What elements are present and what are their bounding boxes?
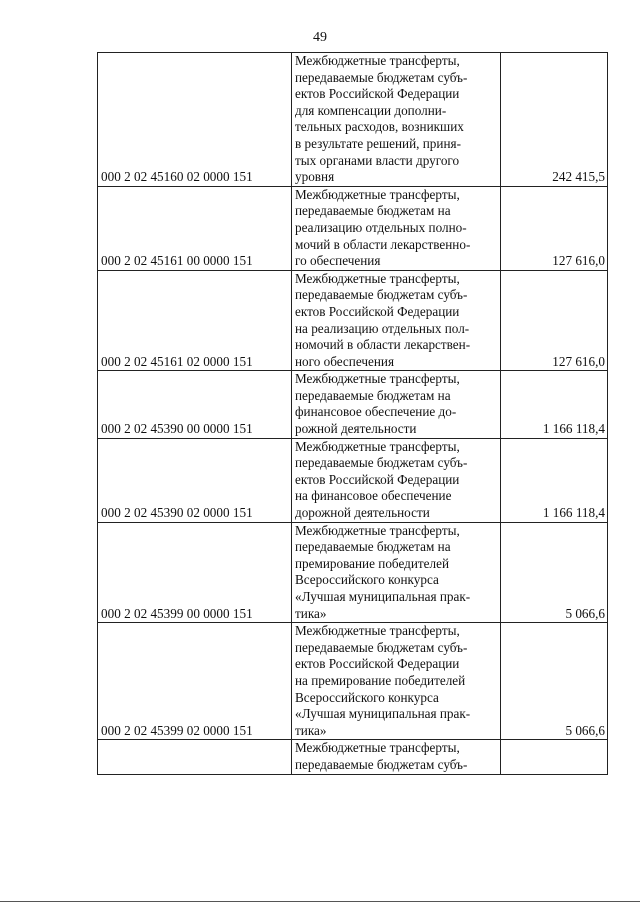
amount-cell: 5 066,6 xyxy=(501,522,608,623)
description-line: Межбюджетные трансферты, xyxy=(295,371,460,387)
amount-cell: 242 415,5 xyxy=(501,53,608,187)
description-line: для компенсации дополни- xyxy=(295,102,447,118)
budget-table-body xyxy=(98,53,608,775)
description-line: в результате решений, приня- xyxy=(295,135,461,151)
amount-cell: 127 616,0 xyxy=(501,270,608,371)
description-line: передаваемые бюджетам на xyxy=(295,387,451,403)
description-line: на премирование победителей xyxy=(295,672,466,688)
description-line: премирование победителей xyxy=(295,555,450,571)
description-line: тых органами власти другого xyxy=(295,152,460,168)
budget-code-cell: 000 2 02 45161 00 0000 151 xyxy=(98,186,292,270)
page-bottom-rule xyxy=(0,901,640,902)
table-row xyxy=(98,740,608,774)
budget-code-cell: 000 2 02 45160 02 0000 151 xyxy=(98,53,292,187)
description-line: Межбюджетные трансферты, xyxy=(295,53,460,68)
description-line: ного обеспечения xyxy=(295,353,395,369)
budget-code-cell: 000 2 02 45390 00 0000 151 xyxy=(98,371,292,438)
description-line: передаваемые бюджетам субъ- xyxy=(295,287,468,303)
description-line: тика» xyxy=(295,605,327,621)
description-line: передаваемые бюджетам на xyxy=(295,203,451,219)
description-line: го обеспечения xyxy=(295,253,381,269)
description-line: Всероссийского конкурса xyxy=(295,572,439,588)
description-cell xyxy=(292,438,501,522)
amount-cell xyxy=(501,740,608,774)
description-line: на финансовое обеспечение xyxy=(295,488,452,504)
description-cell xyxy=(292,53,501,187)
description-line: тика» xyxy=(295,722,327,738)
amount-cell: 1 166 118,4 xyxy=(501,371,608,438)
description-cell xyxy=(292,740,501,774)
description-line: Межбюджетные трансферты, xyxy=(295,522,460,538)
description-line: дорожной деятельности xyxy=(295,505,430,521)
budget-code-cell xyxy=(98,740,292,774)
page-number: 49 xyxy=(313,30,327,45)
description-cell xyxy=(292,186,501,270)
table-row xyxy=(98,438,608,522)
amount-cell: 5 066,6 xyxy=(501,623,608,740)
description-cell xyxy=(292,270,501,371)
table-row xyxy=(98,522,608,623)
description-cell xyxy=(292,623,501,740)
description-line: на реализацию отдельных пол- xyxy=(295,320,470,336)
description-line: передаваемые бюджетам на xyxy=(295,539,451,555)
description-line: мочий в области лекарственно- xyxy=(295,236,471,252)
description-line: Межбюджетные трансферты, xyxy=(295,623,460,639)
budget-code-cell: 000 2 02 45399 02 0000 151 xyxy=(98,623,292,740)
description-line: передаваемые бюджетам субъ- xyxy=(295,756,468,772)
budget-code-cell: 000 2 02 45161 02 0000 151 xyxy=(98,270,292,371)
description-line: «Лучшая муниципальная прак- xyxy=(295,706,471,722)
description-line: Всероссийского конкурса xyxy=(295,689,439,705)
description-line: Межбюджетные трансферты, xyxy=(295,186,460,202)
description-cell xyxy=(292,371,501,438)
amount-cell: 127 616,0 xyxy=(501,186,608,270)
description-line: ектов Российской Федерации xyxy=(295,471,460,487)
amount-cell: 1 166 118,4 xyxy=(501,438,608,522)
description-line: Межбюджетные трансферты, xyxy=(295,270,460,286)
description-line: Межбюджетные трансферты, xyxy=(295,438,460,454)
description-line: передаваемые бюджетам субъ- xyxy=(295,69,468,85)
description-line: ектов Российской Федерации xyxy=(295,656,460,672)
table-row xyxy=(98,623,608,740)
description-line: ектов Российской Федерации xyxy=(295,303,460,319)
description-cell xyxy=(292,522,501,623)
budget-code-cell: 000 2 02 45399 00 0000 151 xyxy=(98,522,292,623)
description-line: «Лучшая муниципальная прак- xyxy=(295,589,471,604)
table-row xyxy=(98,371,608,438)
table-row xyxy=(98,186,608,270)
description-line: уровня xyxy=(295,169,335,185)
budget-table xyxy=(97,52,608,775)
description-line: рожной деятельности xyxy=(295,421,417,437)
table-row xyxy=(98,270,608,371)
description-line: ектов Российской Федерации xyxy=(295,86,460,102)
description-line: номочий в области лекарствен- xyxy=(295,337,471,353)
budget-code-cell: 000 2 02 45390 02 0000 151 xyxy=(98,438,292,522)
description-line: Межбюджетные трансферты, xyxy=(295,740,460,756)
description-line: тельных расходов, возникших xyxy=(295,119,464,135)
table-row xyxy=(98,53,608,187)
description-line: передаваемые бюджетам субъ- xyxy=(295,455,468,471)
description-line: реализацию отдельных полно- xyxy=(295,219,467,235)
description-line: передаваемые бюджетам субъ- xyxy=(295,639,468,655)
description-line: финансовое обеспечение до- xyxy=(295,404,457,420)
